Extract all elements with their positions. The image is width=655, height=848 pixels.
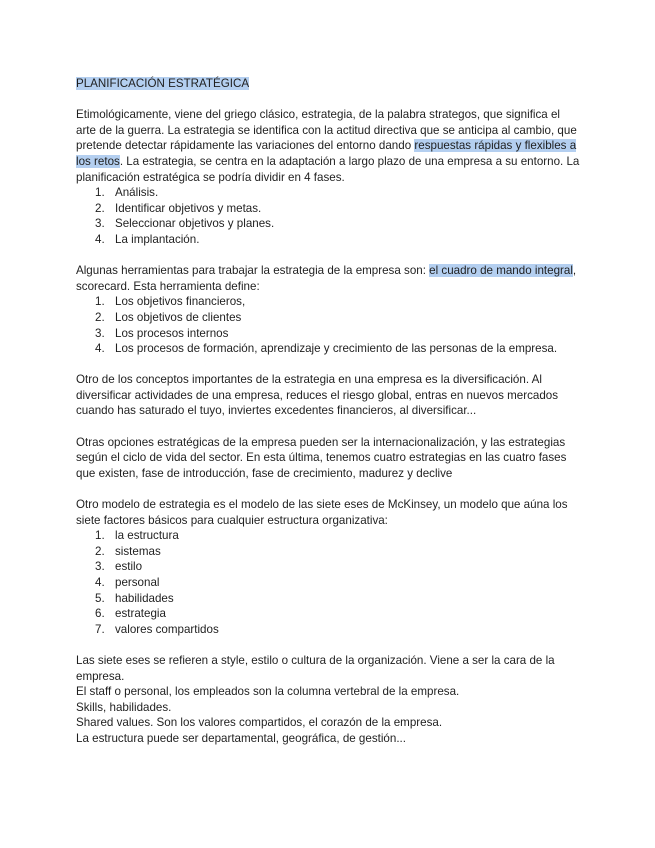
paragraph-text: , scorecard. Esta herramienta define: (76, 264, 577, 293)
list-item-text: valores compartidos (115, 622, 219, 636)
list-item-text: Análisis. (115, 186, 159, 200)
highlighted-text: respuestas rápidas y flexibles a los retos (76, 139, 577, 168)
list-item-text: personal (115, 576, 160, 589)
list-item (76, 591, 581, 607)
list-number: 4. (95, 576, 105, 589)
list-item-text: sistemas (115, 544, 161, 558)
list-item-text: Los objetivos financieros, (115, 295, 246, 309)
paragraph-mckinsey: Otro modelo de estrategia es el modelo de las siete eses de McKinsey, un modelo que aúna los siete factores básicos para cualquier estructura organizativa: (76, 498, 568, 527)
spacer (76, 248, 581, 264)
closing-line: La estructura puede ser departamental, geográfica, de gestión... (76, 731, 406, 745)
list-item (76, 185, 581, 201)
closing-line: Skills, habilidades. (76, 700, 172, 714)
list-item (76, 622, 581, 638)
list-item (76, 575, 581, 591)
list-number: 4. (95, 232, 105, 246)
paragraph-etymology (76, 107, 581, 185)
list-item (76, 544, 581, 560)
list-number: 7. (95, 622, 105, 636)
closing-line: El staff o personal, los empleados son la columna vertebral de la empresa. (76, 685, 460, 699)
list-item-text: Seleccionar objetivos y planes. (115, 217, 275, 231)
highlighted-text: el cuadro de mando integral (429, 264, 573, 278)
list-number: 3. (95, 326, 105, 340)
list-item (76, 201, 581, 217)
spacer (76, 419, 581, 435)
list-item-text: Los procesos internos (115, 326, 229, 340)
list-item-text: Los objetivos de clientes (115, 310, 242, 324)
list-item (76, 606, 581, 622)
list-number: 5. (95, 591, 105, 605)
list-item-text: la estructura (115, 529, 179, 543)
list-item (76, 232, 581, 248)
list-item-text: La implantación. (115, 232, 200, 246)
list-number: 1. (95, 295, 105, 309)
paragraph-text: Algunas herramientas para trabajar la estrategia de la empresa son: (76, 264, 430, 278)
list-item-text: estilo (115, 560, 143, 574)
paragraph-diversification: Otro de los conceptos importantes de la estrategia en una empresa es la diversificación. Al diversificar actividades de una empresa, reduces el riesgo global, entras en nuevos mercados cuando has saturado el tuyo, inviertes excedentes financieros, al diversificar... (76, 373, 559, 418)
list-item-text: Los procesos de formación, aprendizaje y crecimiento de las personas de la empresa. (115, 342, 558, 356)
list-item-text: estrategia (115, 607, 166, 621)
list-number: 3. (95, 560, 105, 574)
list-item-text: habilidades (115, 591, 174, 605)
list-number: 4. (95, 342, 105, 356)
tools-list (76, 294, 581, 356)
list-item-text: Identificar objetivos y metas. (115, 201, 262, 215)
list-item (76, 310, 581, 326)
list-item (76, 326, 581, 342)
list-number: 1. (95, 529, 105, 543)
paragraph-internationalization: Otras opciones estratégicas de la empresa pueden ser la internacionalización, y las estrategias según el ciclo de vida del sector. En esta última, tenemos cuatro estrategias en las cuatro fases que existen, fase de introducción, fase de crecimiento, madurez y declive (76, 435, 567, 480)
list-number: 3. (95, 217, 105, 231)
list-number: 1. (95, 186, 105, 200)
seven-s-list (76, 528, 581, 637)
spacer (76, 637, 581, 653)
list-number: 2. (95, 310, 105, 324)
closing-line: Las siete eses se refieren a style, estilo o cultura de la organización. Viene a ser la cara de la empresa. (76, 653, 555, 683)
list-number: 6. (95, 607, 105, 621)
closing-line: Shared values. Son los valores compartidos, el corazón de la empresa. (76, 716, 443, 730)
document-title (76, 76, 581, 92)
list-number: 2. (95, 544, 105, 558)
spacer (76, 481, 581, 497)
paragraph-tools (76, 263, 581, 294)
list-item (76, 341, 581, 357)
list-item (76, 216, 581, 232)
list-number: 2. (95, 201, 105, 215)
list-item (76, 528, 581, 544)
list-item (76, 559, 581, 575)
spacer (76, 357, 581, 373)
paragraph-text: Etimológicamente, viene del griego clásico, estrategia, de la palabra strategos, que significa el arte de la guerra. La estrategia se identifica con la actitud directiva que se anticipa al cambio, que pretende detectar rápidamente las variaciones del entorno dando (76, 108, 577, 153)
phases-list (76, 185, 581, 247)
document-page (76, 76, 581, 747)
list-item (76, 294, 581, 310)
title-highlight: PLANIFICACIÓN ESTRATÉGICA (76, 77, 250, 90)
paragraph-text: . La estrategia, se centra en la adaptación a largo plazo de una empresa a su entorno. La planificación estratégica se podría dividir en 4 fases. (76, 154, 580, 184)
